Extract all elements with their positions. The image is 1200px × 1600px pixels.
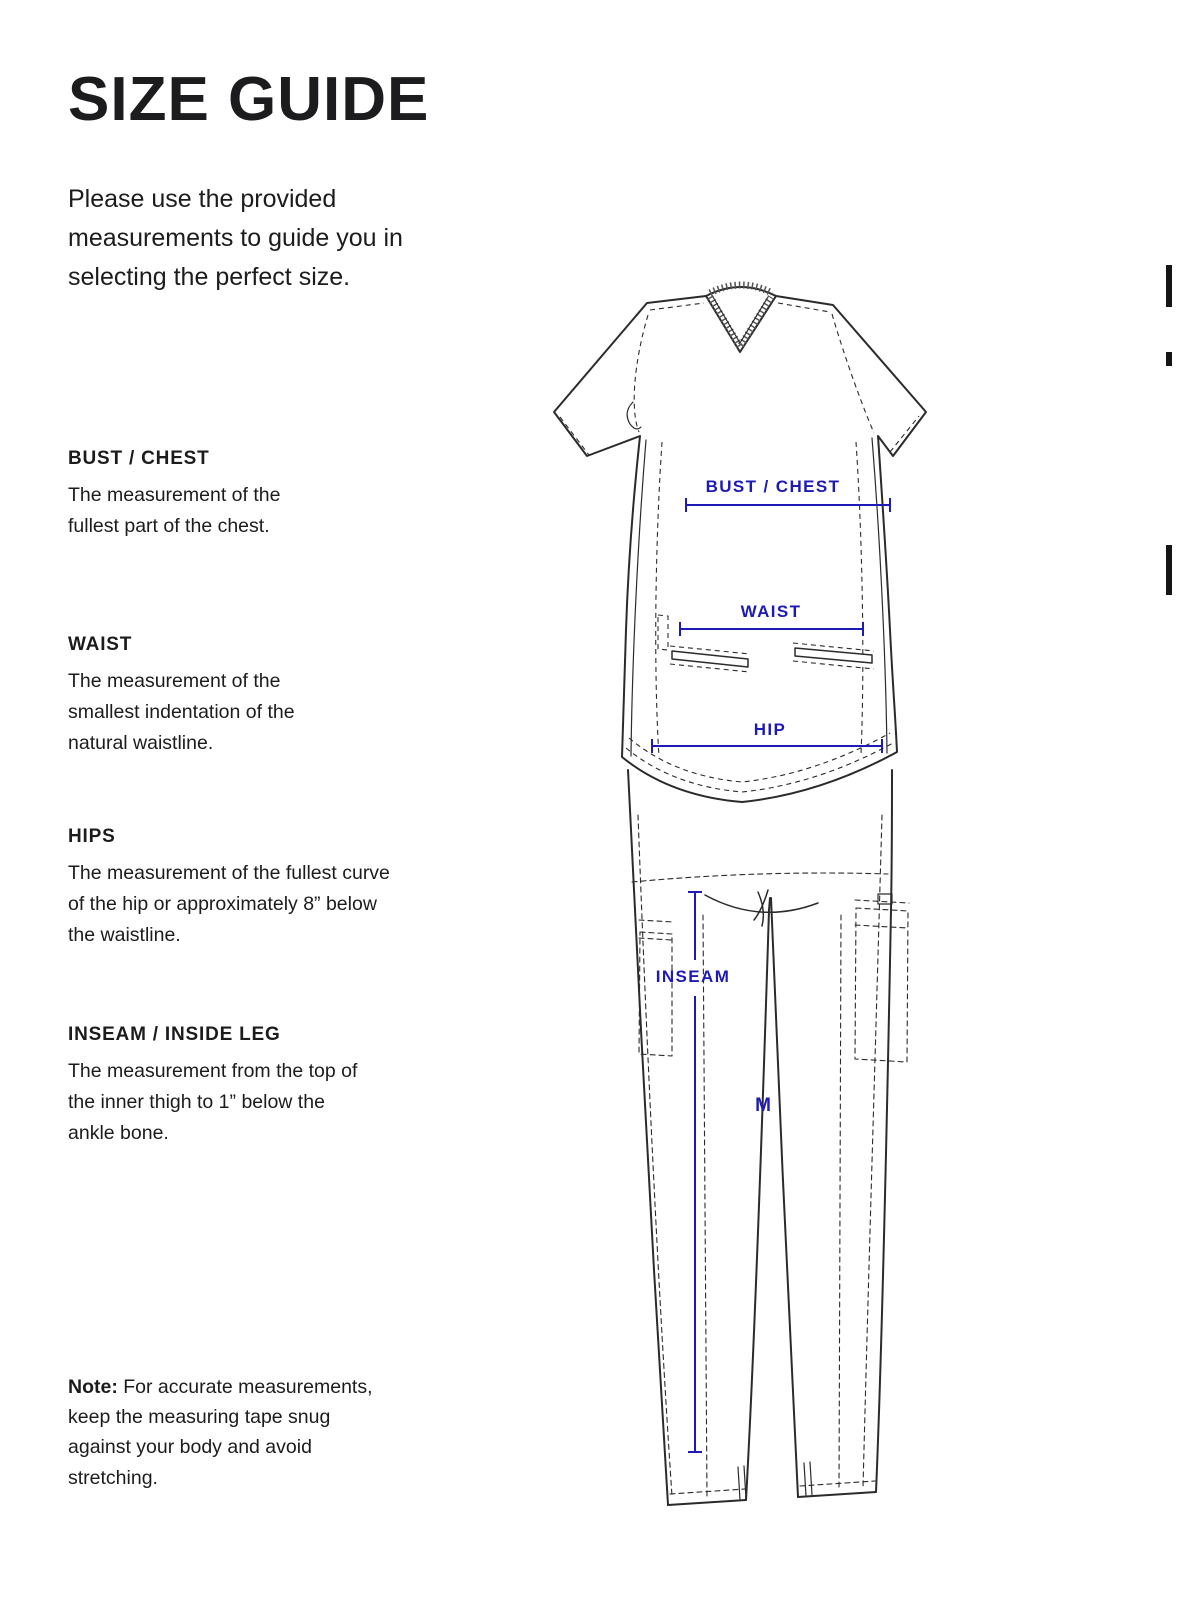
- note-label: Note:: [68, 1376, 118, 1398]
- note-body: For accurate measurements, keep the measuring tape snug against your body and avoid stretching.: [68, 1376, 373, 1489]
- right-edge-artifact: [1166, 545, 1172, 595]
- inseam-label: INSEAM: [655, 967, 731, 986]
- right-edge-artifact: [1166, 352, 1172, 366]
- pants-details: [632, 815, 909, 1500]
- note-text: [68, 1372, 374, 1493]
- size-label: M: [755, 1095, 771, 1116]
- section-body: The measurement of the fullest part of the chest.: [68, 484, 281, 538]
- bust-label: BUST / CHEST: [705, 477, 841, 496]
- scrub-top-illustration: [554, 285, 926, 802]
- waist-label: WAIST: [740, 602, 802, 621]
- intro-text: Please use the provided measurements to guide you in selecting the perfect size.: [68, 185, 403, 291]
- scrub-pants-illustration: [628, 770, 892, 1505]
- size-diagram: [520, 270, 1000, 1550]
- section-heading: HIPS: [68, 826, 116, 847]
- section-body: The measurement from the top of the inner thigh to 1” below the ankle bone.: [68, 1060, 358, 1145]
- page-title: SIZE GUIDE: [68, 65, 430, 134]
- right-edge-artifact: [1166, 265, 1172, 307]
- section-heading: WAIST: [68, 634, 133, 655]
- section-body: The measurement of the smallest indentation of the natural waistline.: [68, 670, 295, 755]
- section-inseam: [68, 1024, 366, 1150]
- section-bust-chest: [68, 448, 318, 542]
- section-body: The measurement of the fullest curve of the hip or approximately 8” below the waistline.: [68, 862, 390, 947]
- section-heading: BUST / CHEST: [68, 448, 210, 469]
- hip-label: HIP: [753, 720, 787, 739]
- section-waist: [68, 634, 336, 760]
- section-heading: INSEAM / INSIDE LEG: [68, 1024, 281, 1045]
- section-hips: [68, 826, 398, 952]
